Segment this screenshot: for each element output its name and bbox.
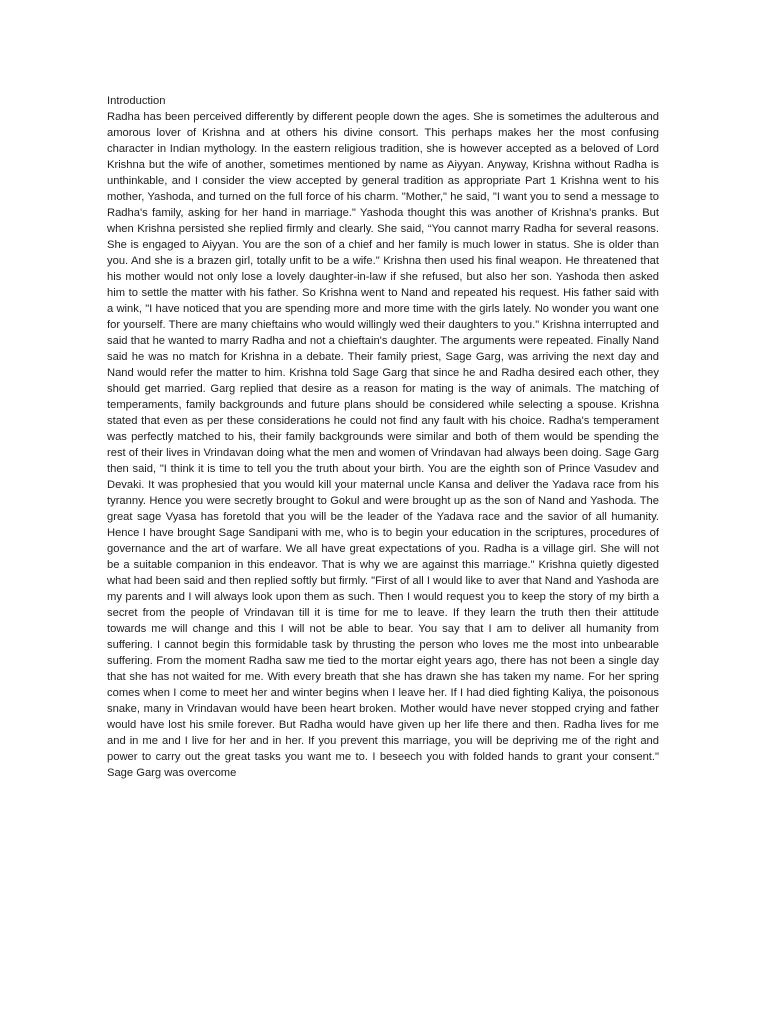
document-heading: Introduction — [107, 95, 166, 107]
document-body: Radha has been perceived differently by different people down the ages. She is sometimes the adulterous and amorous lover of Krishna and at others his divine consort. This perhaps makes her the most confusing character in Indian mythology. In the eastern religious tradition, she is however accepted as a beloved of Lord Krishna but the wife of another, sometimes mentioned by name as Aiyyan. Anyway, Krishna without Radha is unthinkable, and I consider the view accepted by general tradition as appropriate Part 1 Krishna went to his mother, Yashoda, and turned on the full force of his charm. "Mother," he said, "I want you to send a message to Radha's family, asking for her hand in marriage." Yashoda thought this was another of Krishna's pranks. But when Krishna persisted she replied firmly and clearly. She said, “You cannot marry Radha for several reasons. She is engaged to Aiyyan. You are the son of a chief and her family is much lower in status. She is older than you. And she is a brazen girl, totally unfit to be a wife." Krishna then used his final weapon. He threatened that his mother would not only lose a lovely daughter-in-law if she refused, but also her son. Yashoda then asked him to settle the matter with his father. So Krishna went to Nand and repeated his request. His father said with a wink, "I have noticed that you are spending more and more time with the girls lately. No wonder you want one for yourself. There are many chieftains who would willingly wed their daughters to you." Krishna interrupted and said that he wanted to marry Radha and not a chieftain's daughter. The arguments were repeated. Finally Nand said he was no match for Krishna in a debate. Their family priest, Sage Garg, was arriving the next day and Nand would refer the matter to him. Krishna told Sage Garg that since he and Radha desired each other, they should get married. Garg replied that desire as a reason for mating is the way of animals. The matching of temperaments, family backgrounds and future plans should be considered while selecting a spouse. Krishna stated that even as per these considerations he could not find any fault with his choice. Radha's temperament was perfectly matched to his, their family backgrounds were similar and both of them would be spending the rest of their lives in Vrindavan doing what the men and women of Vrindavan had always been doing. Sage Garg then said, "I think it is time to tell you the truth about your birth. You are the eighth son of Prince Vasudev and Devaki. It was prophesied that you would kill your maternal uncle Kansa and deliver the Yadava race from his tyranny. Hence you were secretly brought to Gokul and were brought up as the son of Nand and Yashoda. The great sage Vyasa has foretold that you will be the leader of the Yadava race and the savior of all humanity. Hence I have brought Sage Sandipani with me, who is to begin your education in the scriptures, procedures of governance and the art of warfare. We all have great expectations of you. Radha is a village girl. She will not be a suitable companion in this endeavor. That is why we are against this marriage." Krishna quietly digested what had been said and then replied softly but firmly. "First of all I would like to aver that Nand and Yashoda are my parents and I will always look upon them as such. Then I would request you to keep the story of my birth a secret from the people of Vrindavan till it is time for me to leave. If they learn the truth then their attitude towards me will change and this I will not be able to bear. You say that I am to deliver all humanity from suffering. I cannot begin this formidable task by thrusting the person who loves me the most into unbearable suffering. From the moment Radha saw me tied to the mortar eight years ago, there has not been a single day that she has not waited for me. With every breath that she has drawn she has taken my name. For her spring comes when I come to meet her and winter begins when I leave her. If I had died fighting Kaliya, the poisonous snake, many in Vrindavan would have been heart broken. Mother would have never stopped crying and father would have lost his smile forever. But Radha would have given up her life there and then. Radha lives for me and in me and I live for her and in her. If you prevent this marriage, you will be depriving me of the right and power to carry out the great tasks you want me to. I beseech you with folded hands to grant your consent." Sage Garg was overcome — [107, 111, 659, 779]
document-page — [107, 93, 659, 781]
